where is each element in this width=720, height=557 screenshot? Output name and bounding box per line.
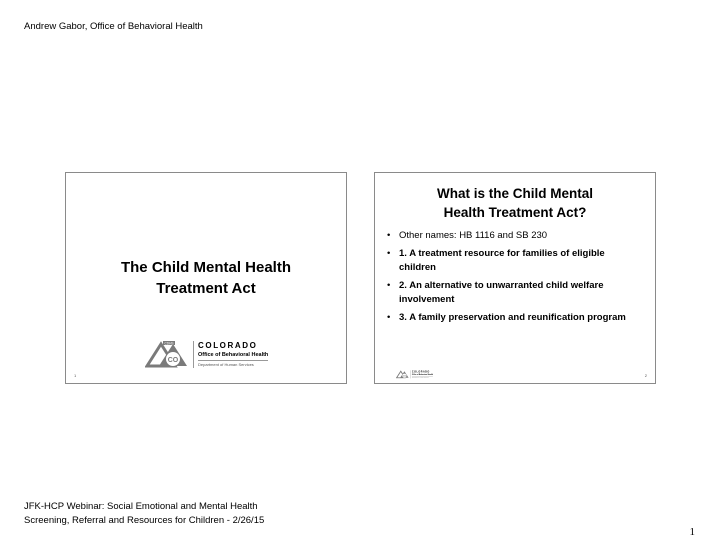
colorado-obh-logo-small xyxy=(396,370,433,378)
bullet-dot-icon: • xyxy=(387,312,391,323)
slide-1-thumbnail xyxy=(65,172,347,384)
slide-2-bullet-list xyxy=(387,229,643,329)
slide-2-title xyxy=(375,184,655,222)
slide-2-thumbnail xyxy=(374,172,656,384)
logo-state: COLORADO xyxy=(411,370,430,373)
logo-text-block xyxy=(410,370,433,378)
colorado-obh-logo xyxy=(145,340,268,368)
slide-1-number: 1 xyxy=(74,373,77,378)
slide-1-title xyxy=(66,257,346,299)
logo-state: COLORADO xyxy=(198,340,258,350)
footer-line2: Screening, Referral and Resources for Children - 2/26/15 xyxy=(24,515,265,526)
page-footer xyxy=(24,500,264,528)
logo-tag: CDHS xyxy=(164,341,174,346)
bullet-dot-icon: • xyxy=(387,230,391,241)
logo-office: Office of Behavioral Health xyxy=(411,373,433,376)
slide-2-title-line1: What is the Child Mental xyxy=(436,186,593,201)
slide-2-title-line2: Health Treatment Act? xyxy=(443,205,587,220)
logo-badge: CO xyxy=(402,375,406,378)
logo-badge: CO xyxy=(167,357,179,364)
logo-dept: Department of Human Services xyxy=(198,361,254,367)
slide-1-title-line2: Treatment Act xyxy=(156,280,256,297)
logo-office: Office of Behavioral Health xyxy=(198,351,268,361)
bullet-item: • 1. A treatment resource for families of eligible children xyxy=(387,248,605,273)
colorado-logo-icon xyxy=(396,370,409,378)
slide-1-title-line1: The Child Mental Health xyxy=(120,259,291,276)
colorado-logo-icon xyxy=(145,340,189,368)
slide-2-number: 2 xyxy=(644,373,647,378)
page-number: 1 xyxy=(689,526,695,538)
bullet-dot-icon: • xyxy=(387,280,391,291)
bullet-item: • 2. An alternative to unwarranted child welfare involvement xyxy=(387,280,604,305)
logo-dept: Department of Human Services xyxy=(411,376,429,378)
bullet-item: • 3. A family preservation and reunification program xyxy=(387,312,626,323)
bullet-item: • Other names: HB 1116 and SB 230 xyxy=(387,230,548,241)
footer-line1: JFK-HCP Webinar: Social Emotional and Mental Health xyxy=(24,501,258,512)
logo-text-block xyxy=(193,341,268,368)
bullet-dot-icon: • xyxy=(387,248,391,259)
page-header: Andrew Gabor, Office of Behavioral Health xyxy=(24,21,203,32)
